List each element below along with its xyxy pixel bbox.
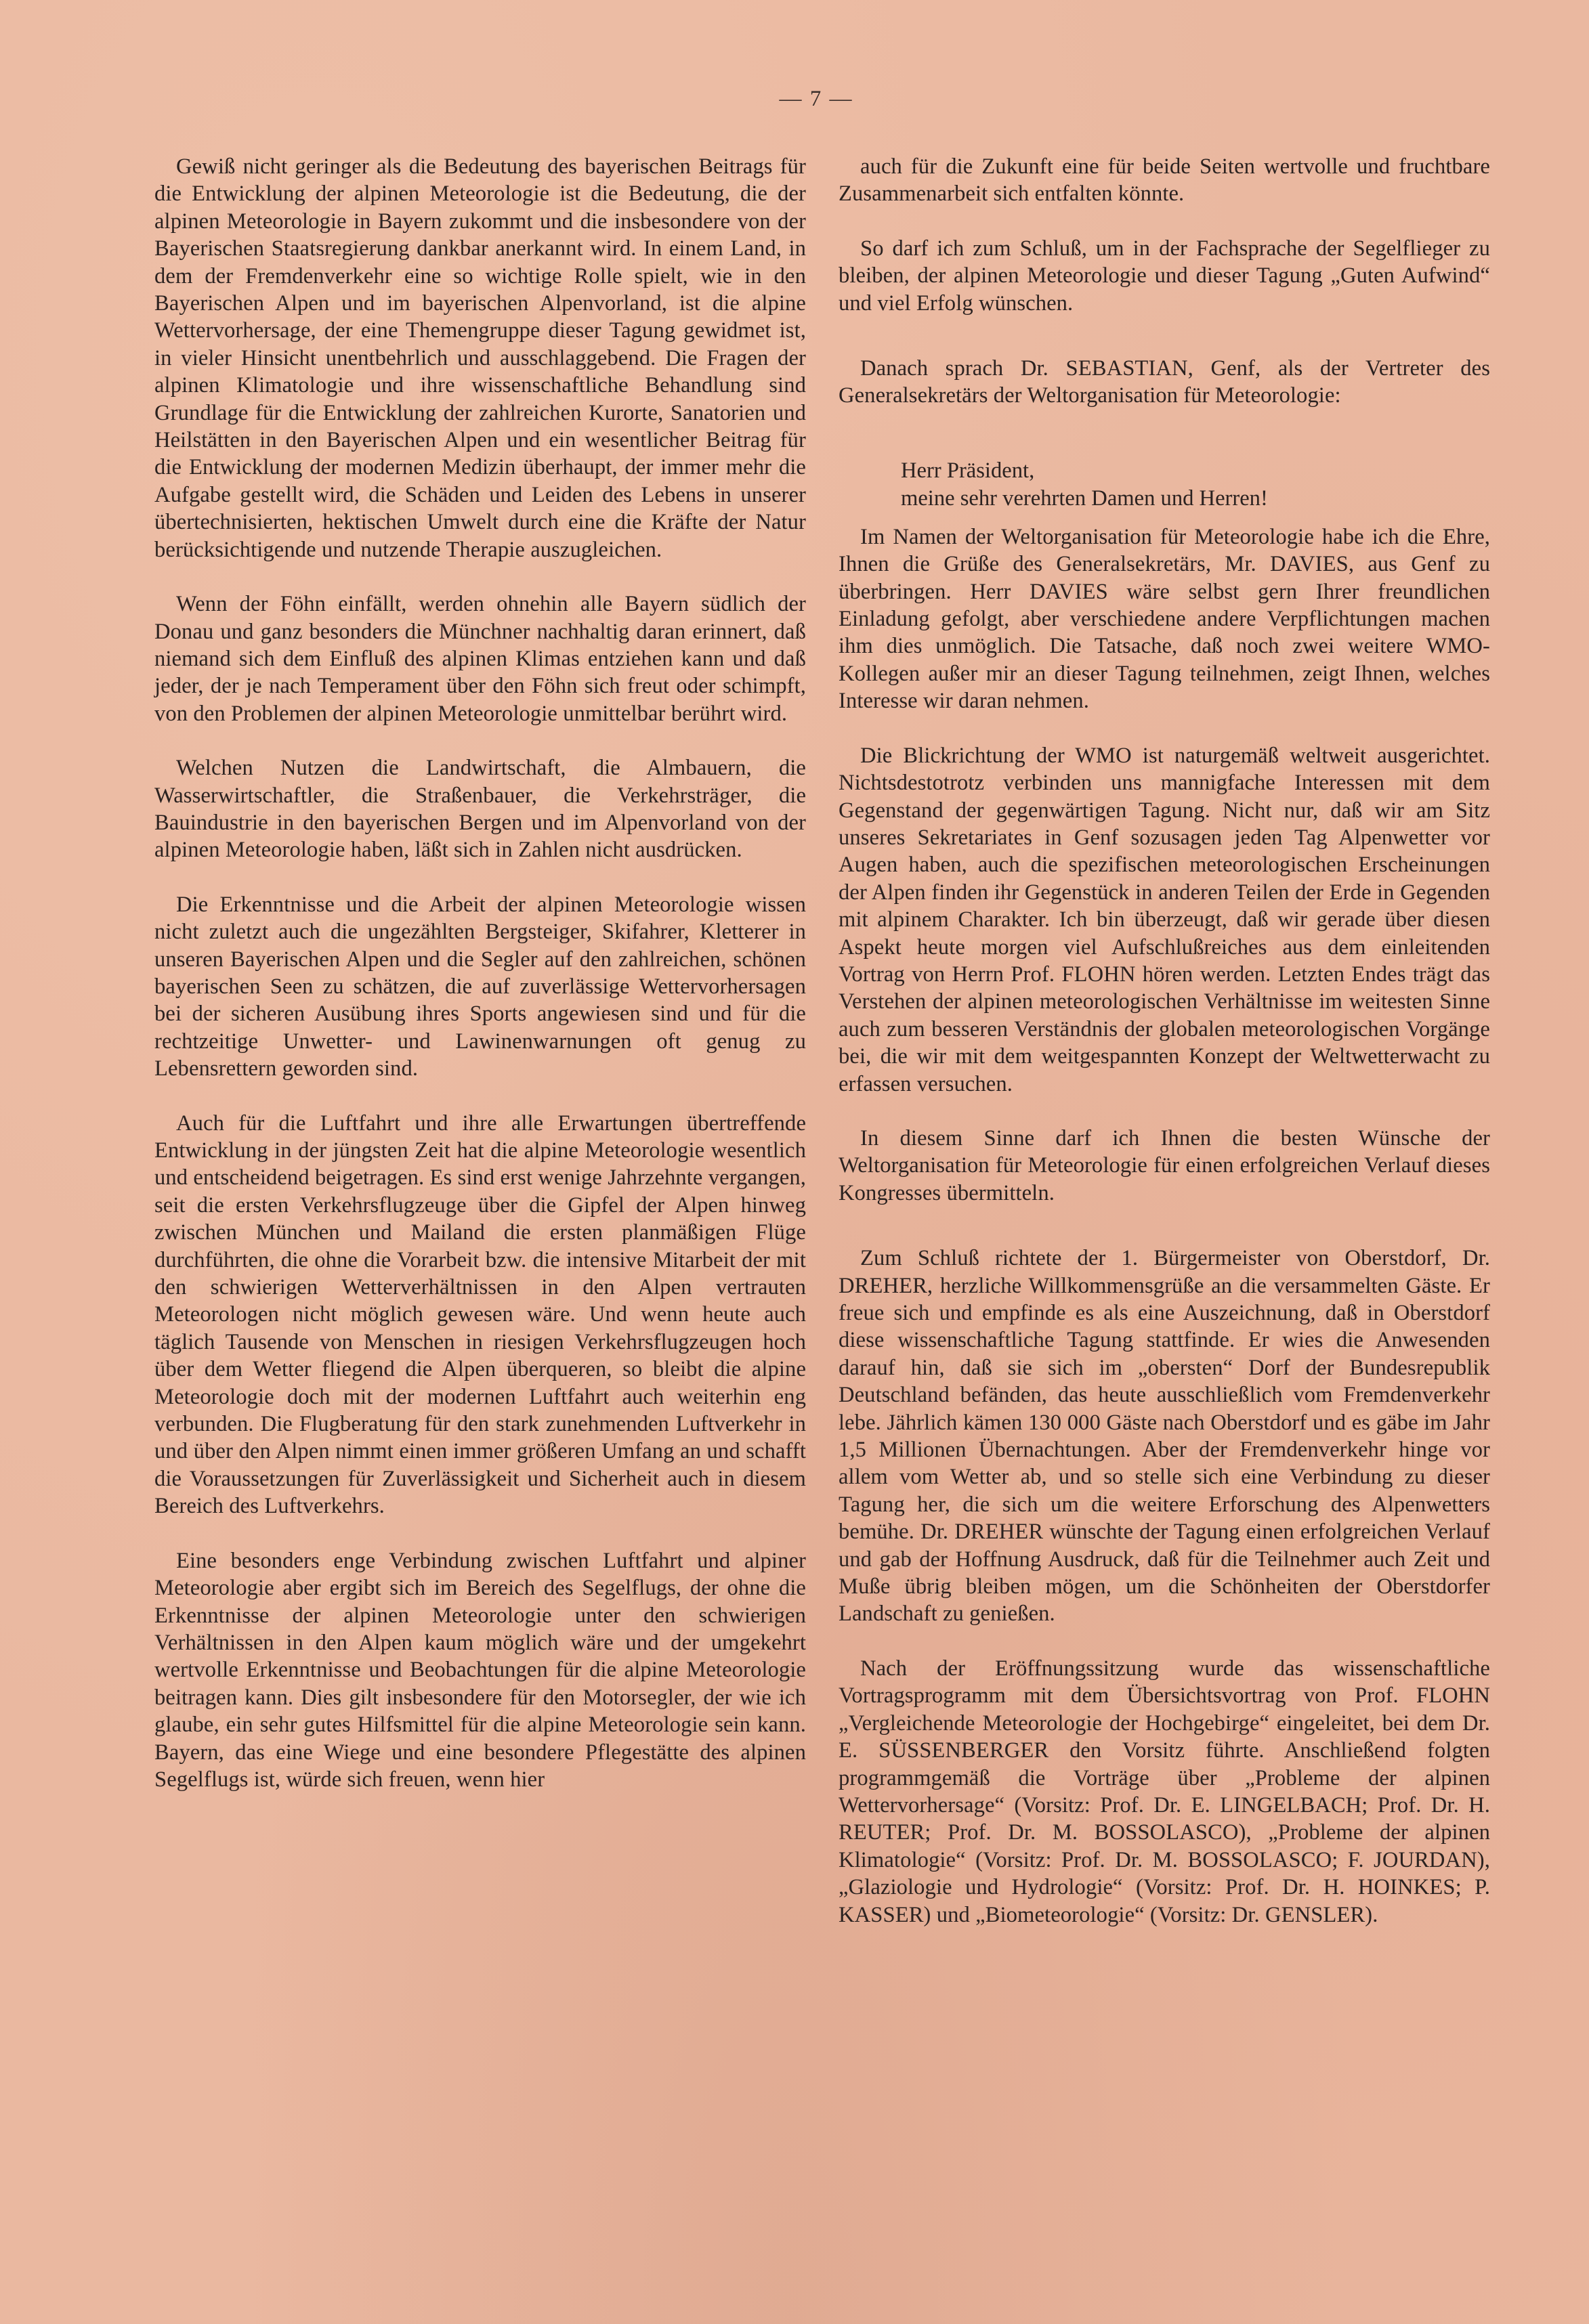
right-column — [839, 153, 1490, 1956]
paragraph: Die Erkenntnisse und die Arbeit der alpinen Meteorologie wissen nicht zuletzt auch die ungezählten Bergsteiger, Skifahrer, Kletterer in unseren Bayerischen Alpen und die Segler auf den zahlreichen, schönen bayerischen Seen zu schätzen, die auf zuverlässige Wettervorhersagen bei der sicheren Ausübung ihres Sports angewiesen sind und für die rechtzeitige Unwetter- und Lawinenwarnungen oft genug zu Lebensrettern geworden sind. — [154, 892, 806, 1081]
paragraph: Eine besonders enge Verbindung zwischen Luftfahrt und alpiner Meteorologie aber ergibt sich im Bereich des Segelflugs, der ohne die Erkenntnisse der alpinen Meteorologie unter den schwierigen Verhältnissen in den Alpen kaum möglich wäre und der umgekehrt wertvolle Erkenntnisse und Beobachtungen für die alpine Meteorologie beitragen kann. Dies gilt insbesondere für den Motorsegler, der wie ich glaube, ein sehr gutes Hilfsmittel für die alpine Meteorologie sein kann. Bayern, das eine Wiege und eine besondere Pflegestätte des alpinen Segelflugs ist, würde sich freuen, wenn hier — [154, 1548, 806, 1792]
paragraph: Gewiß nicht geringer als die Bedeutung des bayerischen Beitrags für die Entwicklung der alpinen Meteorologie ist die Bedeutung, die der alpinen Meteorologie in Bayern zukommt und die insbesondere von der Bayerischen Staatsregierung dankbar anerkannt wird. In einem Land, in dem der Fremdenverkehr eine so wichtige Rolle spielt, wie in den Bayerischen Alpen und im bayerischen Alpenvorland, ist die alpine Wettervorhersage, der eine Themengruppe dieser Tagung gewidmet ist, in vieler Hinsicht unentbehrlich und ausschlaggebend. Die Fragen der alpinen Klimatologie und ihre wissenschaftliche Behandlung sind Grundlage für die Entwicklung der zahlreichen Kurorte, Sanatorien und Heilstätten in den Bayerischen Alpen und ein wesentlicher Beitrag für die Entwicklung der modernen Medizin überhaupt, der immer mehr die Aufgabe gestellt wird, die Schäden und Leiden des Lebens in unserer übertechnisierten, hektischen Umwelt durch eine die Kräfte der Natur berücksichtigende und nutzende Therapie auszugleichen. — [154, 154, 806, 562]
paragraph: Auch für die Luftfahrt und ihre alle Erwartungen übertreffende Entwicklung in der jüngsten Zeit hat die alpine Meteorologie wesentlich und entscheidend beigetragen. Es sind erst wenige Jahrzehnte vergangen, seit die ersten Verkehrsflugzeuge über die Gipfel der Alpen hinweg zwischen München und Mailand die ersten planmäßigen Flüge durchführten, die ohne die Vorarbeit bzw. die intensive Mitarbeit der mit den schwierigen Wetterverhältnissen in den Alpen vertrauten Meteorologen nicht möglich gewesen wäre. Und wenn heute auch täglich Tausende von Menschen in riesigen Verkehrsflugzeugen hoch über dem Wetter fliegend die Alpen überqueren, so bleibt die alpine Meteorologie doch mit der modernen Luftfahrt auch weiterhin eng verbunden. Die Flugberatung für den stark zunehmenden Luftverkehr in und über den Alpen nimmt einen immer größeren Umfang an und schafft die Voraussetzungen für Zuverlässigkeit und Sicherheit auch in diesem Bereich des Luftverkehrs. — [154, 1111, 806, 1519]
left-column — [154, 153, 806, 1820]
salutation-line: meine sehr verehrten Damen und Herren! — [901, 486, 1268, 511]
paragraph: Die Blickrichtung der WMO ist naturgemäß weltweit ausgerichtet. Nichtsdestotrotz verbinden uns mannigfache Interessen mit dem Gegenstand der gegenwärtigen Tagung. Nicht nur, daß wir am Sitz unseres Sekretariates in Genf sozusagen jeden Tag Alpenwetter vor Augen haben, auch die spezifischen meteorologischen Erscheinungen der Alpen finden ihr Gegenstück in anderen Teilen der Erde in Gegenden mit alpinem Charakter. Ich bin überzeugt, daß wir gerade über diesen Aspekt heute morgen viel Aufschlußreiches aus dem einleitenden Vortrag von Herrn Prof. FLOHN hören werden. Letzten Endes trägt das Verstehen der alpinen meteorologischen Verhältnisse im weitesten Sinne auch zum besseren Verständnis der globalen meteorologischen Vorgänge bei, die wir mit dem weitgespannten Konzept der Weltwetterwacht zu erfassen versuchen. — [839, 743, 1490, 1096]
paragraph: Nach der Eröffnungssitzung wurde das wissenschaftliche Vortragsprogramm mit dem Übersichtsvortrag von Prof. FLOHN „Vergleichende Meteorologie der Hochgebirge“ eingeleitet, bei dem Dr. E. SÜSSENBERGER den Vorsitz führte. Anschließend folgten programmgemäß die Vorträge über „Probleme der alpinen Wettervorhersage“ (Vorsitz: Prof. Dr. E. LINGELBACH; Prof. Dr. H. REUTER; Prof. Dr. M. BOSSOLASCO), „Probleme der alpinen Klimatologie“ (Vorsitz: Prof. Dr. M. BOSSOLASCO; F. JOURDAN), „Glaziologie und Hydrologie“ (Vorsitz: Prof. Dr. H. HOINKES; P. KASSER) und „Biometeorologie“ (Vorsitz: Dr. GENSLER). — [839, 1656, 1490, 1927]
paragraph: Im Namen der Weltorganisation für Meteorologie habe ich die Ehre, Ihnen die Grüße des Generalsekretärs, Mr. DAVIES, aus Genf zu überbringen. Herr DAVIES wäre selbst gern Ihrer freundlichen Einladung gefolgt, aber verschiedene andere Verpflichtungen machen ihm dies unmöglich. Die Tatsache, daß noch zwei weitere WMO-Kollegen außer mir an dieser Tagung teilnehmen, zeigt Ihnen, welches Interesse wir daran nehmen. — [839, 524, 1490, 714]
paragraph: So darf ich zum Schluß, um in der Fachsprache der Segelflieger zu bleiben, der alpinen Meteorologie und dieser Tagung „Guten Aufwind“ und viel Erfolg wünschen. — [839, 236, 1490, 316]
page-number: — 7 — — [779, 87, 853, 111]
paragraph: In diesem Sinne darf ich Ihnen die besten Wünsche der Weltorganisation für Meteorologie für einen erfolgreichen Verlauf dieses Kongresses übermitteln. — [839, 1125, 1490, 1205]
paragraph: Danach sprach Dr. SEBASTIAN, Genf, als der Vertreter des Generalsekretärs der Weltorganisation für Meteorologie: — [839, 356, 1490, 408]
salutation-line: Herr Präsident, — [901, 458, 1035, 483]
paragraph: Welchen Nutzen die Landwirtschaft, die Almbauern, die Wasserwirtschaftler, die Straßenbauer, die Verkehrsträger, die Bauindustrie in den bayerischen Bergen und im Alpenvorland von der alpinen Meteorologie haben, läßt sich in Zahlen nicht ausdrücken. — [154, 756, 806, 863]
salutation — [901, 457, 1490, 513]
paragraph: auch für die Zukunft eine für beide Seiten wertvolle und fruchtbare Zusammenarbeit sich entfalten könnte. — [839, 154, 1490, 207]
paragraph: Zum Schluß richtete der 1. Bürgermeister von Oberstdorf, Dr. DREHER, herzliche Willkommensgrüße an die versammelten Gäste. Er freue sich und empfinde es als eine Auszeichnung, daß in Oberstdorf diese wissenschaftliche Tagung stattfinde. Er wies die Anwesenden darauf hin, daß sie sich im „obersten“ Dorf der Bundesrepublik Deutschland befänden, das heute ausschließlich vom Fremdenverkehr lebe. Jährlich kämen 130 000 Gäste nach Oberstdorf und es gäbe im Jahr 1,5 Millionen Übernachtungen. Aber der Fremdenverkehr hinge vor allem vom Wetter ab, und so stelle sich eine Verbindung zu dieser Tagung her, die sich um die weitere Erforschung des Alpenwetters bemühe. Dr. DREHER wünschte der Tagung einen erfolgreichen Verlauf und gab der Hoffnung Ausdruck, daß für die Teilnehmer auch Zeit und Muße übrig bleiben mögen, um die Schönheiten der Oberstdorfer Landschaft zu genießen. — [839, 1246, 1490, 1627]
paragraph: Wenn der Föhn einfällt, werden ohnehin alle Bayern südlich der Donau und ganz besonders die Münchner nachhaltig daran erinnert, daß niemand sich dem Einfluß des alpinen Klimas entziehen kann und daß jeder, der je nach Temperament über den Föhn sich freut oder schimpft, von den Problemen der alpinen Meteorologie unmittelbar berührt wird. — [154, 592, 806, 726]
